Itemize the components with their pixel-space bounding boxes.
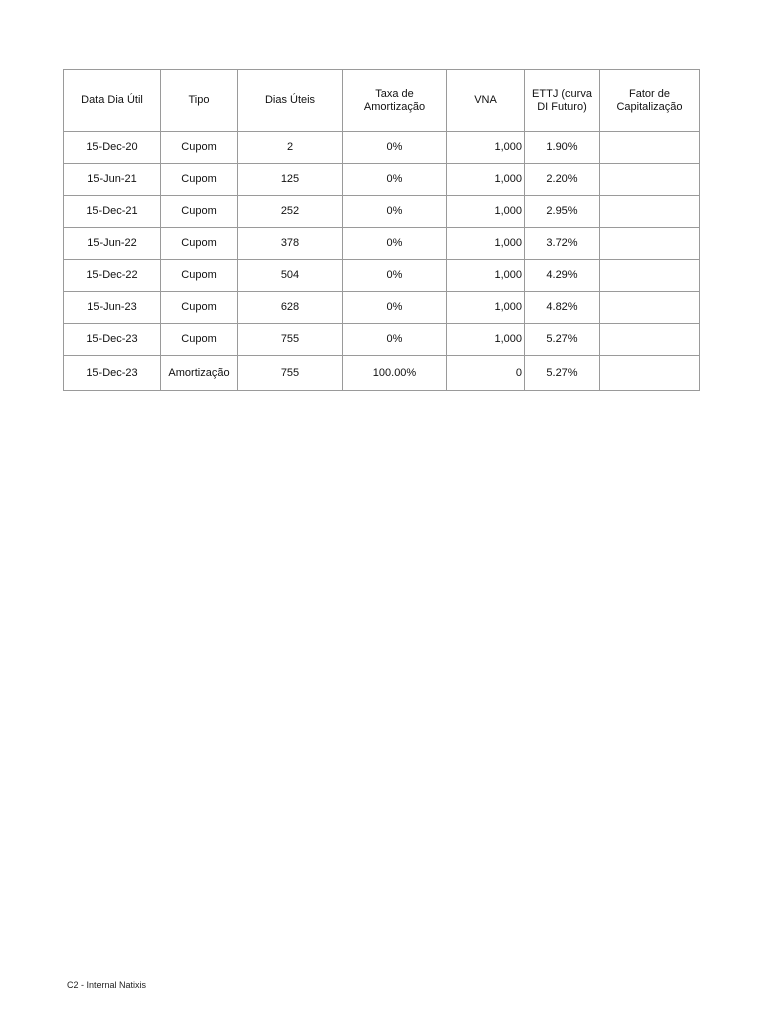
- cell-date: 15-Dec-22: [64, 260, 161, 292]
- cell-vna: 1,000: [447, 292, 525, 324]
- table-row: [64, 356, 700, 391]
- cell-ettj: 5.27%: [525, 356, 600, 391]
- cell-amortization-rate: 100.00%: [343, 356, 447, 391]
- cell-vna: 1,000: [447, 132, 525, 164]
- amortization-schedule-table: [63, 69, 700, 391]
- cell-amortization-rate: 0%: [343, 132, 447, 164]
- header-ettj: ETTJ (curva DI Futuro): [525, 70, 600, 132]
- cell-type: Cupom: [161, 228, 238, 260]
- cell-vna: 1,000: [447, 228, 525, 260]
- cell-type: Cupom: [161, 132, 238, 164]
- cell-type: Cupom: [161, 292, 238, 324]
- cell-capitalization-factor: [600, 260, 700, 292]
- cell-business-days: 628: [238, 292, 343, 324]
- cell-type: Cupom: [161, 324, 238, 356]
- cell-type: Cupom: [161, 196, 238, 228]
- cell-amortization-rate: 0%: [343, 292, 447, 324]
- cell-capitalization-factor: [600, 164, 700, 196]
- cell-vna: 1,000: [447, 324, 525, 356]
- cell-date: 15-Dec-20: [64, 132, 161, 164]
- cell-ettj: 2.95%: [525, 196, 600, 228]
- classification-footer: C2 - Internal Natixis: [67, 980, 147, 990]
- cell-ettj: 5.27%: [525, 324, 600, 356]
- cell-type: Cupom: [161, 164, 238, 196]
- cell-business-days: 2: [238, 132, 343, 164]
- cell-ettj: 1.90%: [525, 132, 600, 164]
- cell-business-days: 125: [238, 164, 343, 196]
- cell-capitalization-factor: [600, 228, 700, 260]
- table-row: [64, 132, 700, 164]
- cell-ettj: 3.72%: [525, 228, 600, 260]
- cell-amortization-rate: 0%: [343, 324, 447, 356]
- cell-date: 15-Dec-23: [64, 356, 161, 391]
- table-row: [64, 228, 700, 260]
- cell-capitalization-factor: [600, 356, 700, 391]
- header-data-dia-util: Data Dia Útil: [64, 70, 161, 132]
- cell-amortization-rate: 0%: [343, 228, 447, 260]
- table-row: [64, 164, 700, 196]
- header-row: [64, 70, 700, 132]
- cell-date: 15-Jun-23: [64, 292, 161, 324]
- cell-date: 15-Dec-23: [64, 324, 161, 356]
- cell-date: 15-Jun-22: [64, 228, 161, 260]
- table-row: [64, 324, 700, 356]
- cell-business-days: 252: [238, 196, 343, 228]
- header-fator-capitalizacao: Fator de Capitalização: [600, 70, 700, 132]
- cell-vna: 1,000: [447, 260, 525, 292]
- cell-business-days: 755: [238, 324, 343, 356]
- header-taxa-amortizacao: Taxa de Amortização: [343, 70, 447, 132]
- cell-vna: 1,000: [447, 196, 525, 228]
- cell-capitalization-factor: [600, 292, 700, 324]
- cell-capitalization-factor: [600, 132, 700, 164]
- header-tipo: Tipo: [161, 70, 238, 132]
- cell-amortization-rate: 0%: [343, 164, 447, 196]
- table-row: [64, 292, 700, 324]
- cell-business-days: 755: [238, 356, 343, 391]
- cell-amortization-rate: 0%: [343, 260, 447, 292]
- table-row: [64, 196, 700, 228]
- cell-date: 15-Dec-21: [64, 196, 161, 228]
- header-dias-uteis: Dias Úteis: [238, 70, 343, 132]
- cell-business-days: 378: [238, 228, 343, 260]
- cell-vna: 1,000: [447, 164, 525, 196]
- cell-business-days: 504: [238, 260, 343, 292]
- cell-vna: 0: [447, 356, 525, 391]
- cell-capitalization-factor: [600, 324, 700, 356]
- header-vna: VNA: [447, 70, 525, 132]
- cell-ettj: 2.20%: [525, 164, 600, 196]
- cell-ettj: 4.82%: [525, 292, 600, 324]
- cell-ettj: 4.29%: [525, 260, 600, 292]
- cell-capitalization-factor: [600, 196, 700, 228]
- cell-type: Cupom: [161, 260, 238, 292]
- cell-amortization-rate: 0%: [343, 196, 447, 228]
- table-row: [64, 260, 700, 292]
- cell-date: 15-Jun-21: [64, 164, 161, 196]
- cell-type: Amortização: [161, 356, 238, 391]
